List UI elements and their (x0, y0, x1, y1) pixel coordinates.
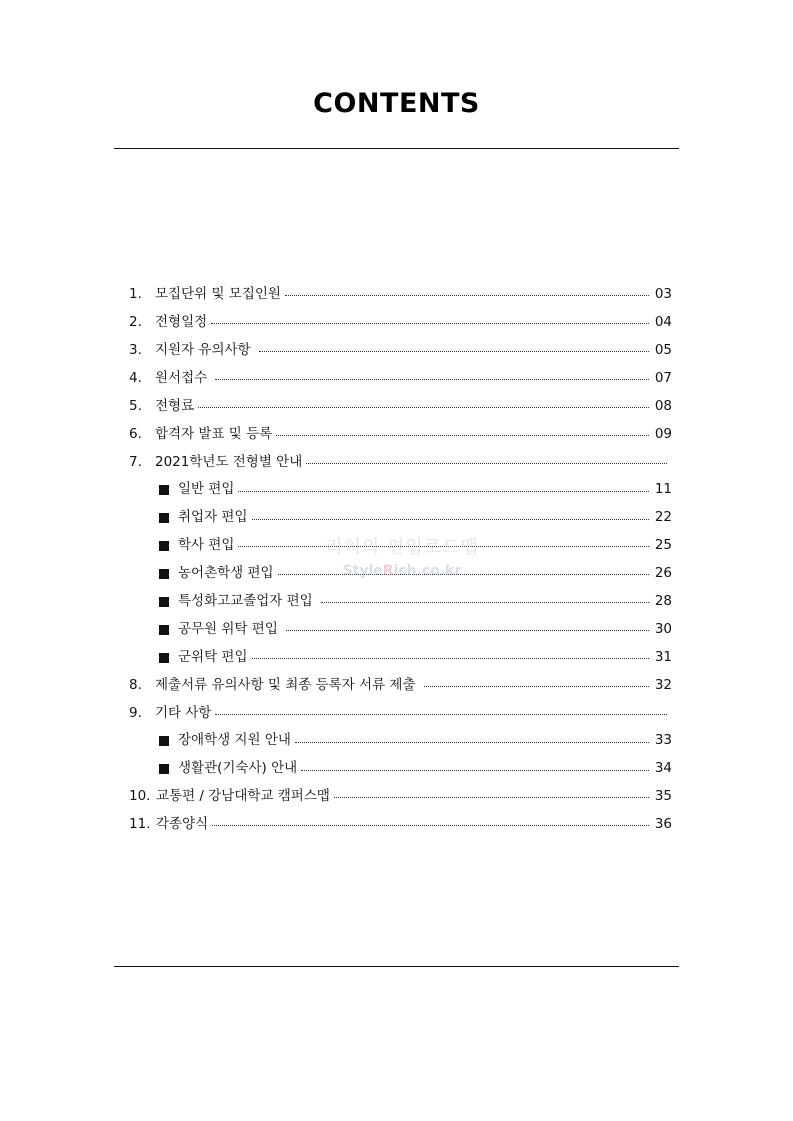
toc-subitem[interactable] (129, 560, 672, 588)
toc-item-page-number: 07 (654, 369, 672, 386)
dot-leader (334, 797, 649, 798)
toc-item-page-number: 08 (654, 397, 672, 414)
toc-item-number: 5. (129, 397, 142, 414)
dot-leader (301, 770, 649, 771)
toc-item-label: 모집단위 및 모집인원 (155, 286, 281, 303)
toc-item-page-number: 36 (654, 816, 672, 833)
toc-subitem[interactable] (129, 644, 672, 672)
toc-item-label: 교통편 / 강남대학교 캠퍼스맵 (156, 788, 330, 805)
dot-leader (238, 546, 649, 547)
dot-leader (211, 323, 649, 324)
square-bullet-icon (159, 485, 169, 495)
toc-item[interactable] (129, 393, 672, 421)
toc-item-label: 전형료 (155, 397, 195, 414)
toc-item-number: 4. (129, 369, 142, 386)
toc-subitem[interactable] (129, 616, 672, 644)
dot-leader (198, 407, 649, 408)
toc-item-number: 3. (129, 341, 142, 358)
toc-item-label: 전형일정 (155, 314, 208, 331)
toc-item-label: 원서접수 (155, 369, 212, 386)
toc-subitem[interactable] (129, 588, 672, 616)
toc-item[interactable] (129, 783, 672, 811)
watermark-text-c: ich.co.kr (393, 563, 462, 579)
toc-item-label: 생활관(기숙사) 안내 (178, 760, 298, 777)
toc-item-label: 각종양식 (156, 816, 209, 833)
toc-item[interactable] (129, 699, 672, 727)
toc-item-page-number: 09 (654, 425, 672, 442)
dot-leader (278, 574, 649, 575)
top-divider (114, 148, 679, 149)
dot-leader (215, 379, 649, 380)
toc-item[interactable] (129, 811, 672, 839)
toc-item-number: 9. (129, 704, 142, 721)
toc-item-page-number: 05 (654, 341, 672, 358)
toc-item-page-number: 11 (654, 481, 672, 498)
toc-item-page-number: 03 (654, 286, 672, 303)
toc-subitem[interactable] (129, 504, 672, 532)
toc-item-label: 장애학생 지원 안내 (178, 732, 291, 749)
watermark-line-1: 리치의 편입로드맵 (325, 537, 479, 558)
dot-leader (252, 658, 650, 659)
dot-leader (259, 351, 649, 352)
toc-subitem[interactable] (129, 727, 672, 755)
toc-item[interactable] (129, 448, 672, 476)
toc-subitem[interactable] (129, 532, 672, 560)
watermark-text-a: Style (342, 563, 383, 579)
toc-item-number: 2. (129, 314, 142, 331)
toc-item[interactable] (129, 671, 672, 699)
toc-item-number: 1. (129, 286, 142, 303)
toc-item-number: 11. (129, 816, 151, 833)
toc-item-label: 군위탁 편입 (178, 648, 248, 665)
dot-leader (252, 519, 650, 520)
watermark-text-b: R (382, 563, 394, 579)
toc-subitem[interactable] (129, 755, 672, 783)
toc-item-label: 학사 편입 (178, 537, 235, 554)
square-bullet-icon (159, 736, 169, 746)
toc-item-page-number: 04 (654, 314, 672, 331)
dot-leader (285, 295, 649, 296)
toc-item-page-number: 31 (654, 648, 672, 665)
dot-leader (238, 491, 649, 492)
toc-item-label: 공무원 위탁 편입 (178, 620, 283, 637)
table-of-contents (129, 281, 672, 839)
dot-leader (276, 435, 649, 436)
toc-item-label: 농어촌학생 편입 (178, 565, 274, 582)
square-bullet-icon (159, 625, 169, 635)
toc-item-number: 10. (129, 788, 151, 805)
toc-item-page-number: 34 (654, 760, 672, 777)
toc-item-label: 일반 편입 (178, 481, 235, 498)
toc-item[interactable] (129, 337, 672, 365)
square-bullet-icon (159, 597, 169, 607)
toc-item-label: 취업자 편입 (178, 509, 248, 526)
toc-item[interactable] (129, 309, 672, 337)
bottom-divider (114, 966, 679, 967)
dot-leader (306, 463, 667, 464)
toc-item-label: 2021학년도 전형별 안내 (155, 453, 303, 470)
toc-item-number: 6. (129, 425, 142, 442)
dot-leader (215, 714, 667, 715)
square-bullet-icon (159, 513, 169, 523)
toc-item[interactable] (129, 420, 672, 448)
toc-item-label: 합격자 발표 및 등록 (155, 425, 273, 442)
toc-item-page-number: 26 (654, 565, 672, 582)
toc-item-label: 지원자 유의사항 (155, 341, 255, 358)
toc-item-label: 특성화고교졸업자 편입 (178, 592, 317, 609)
dot-leader (424, 686, 649, 687)
toc-item-page-number: 30 (654, 620, 672, 637)
square-bullet-icon (159, 653, 169, 663)
toc-item[interactable] (129, 281, 672, 309)
dot-leader (321, 602, 649, 603)
toc-item-number: 8. (129, 676, 142, 693)
toc-item[interactable] (129, 365, 672, 393)
toc-item-label: 제출서류 유의사항 및 최종 등록자 서류 제출 (155, 676, 420, 693)
toc-subitem[interactable] (129, 476, 672, 504)
toc-item-page-number: 25 (654, 537, 672, 554)
dot-leader (212, 825, 649, 826)
dot-leader (286, 630, 649, 631)
toc-item-number: 7. (129, 453, 142, 470)
dot-leader (295, 742, 649, 743)
square-bullet-icon (159, 541, 169, 551)
toc-item-label: 기타 사항 (155, 704, 212, 721)
toc-item-page-number: 22 (654, 509, 672, 526)
square-bullet-icon (159, 569, 169, 579)
page-title: CONTENTS (313, 88, 480, 119)
toc-item-page-number: 35 (654, 788, 672, 805)
square-bullet-icon (159, 764, 169, 774)
toc-item-page-number: 33 (654, 732, 672, 749)
toc-item-page-number: 28 (654, 592, 672, 609)
toc-item-page-number: 32 (654, 676, 672, 693)
